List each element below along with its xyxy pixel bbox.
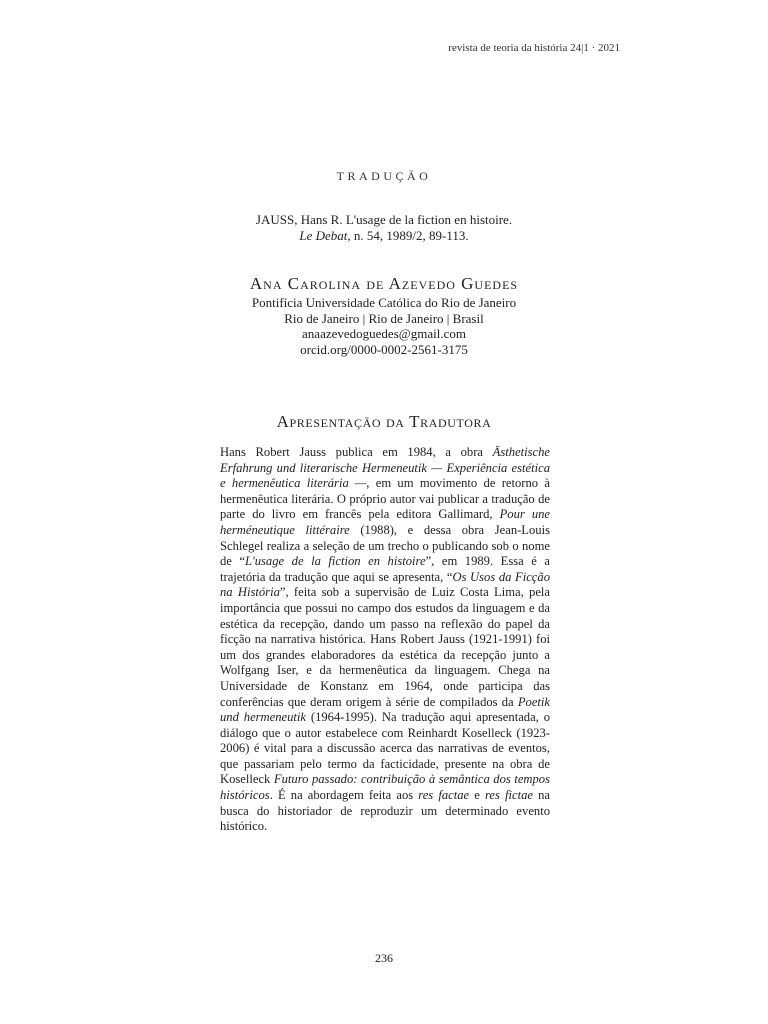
bibliographic-reference: [0, 212, 768, 244]
body-paragraph: [220, 445, 550, 835]
body-text-segment: Hans Robert Jauss publica em 1984, a obra: [220, 445, 493, 459]
presentation-title: Apresentação da Tradutora: [276, 412, 492, 431]
author-block: [0, 274, 768, 357]
body-text-segment: ”, feita sob a supervisão de Luiz Costa Lima, pela importância que possui no campo dos estudos da linguagem e da estética da recepção, dando um passo na reflexão do papel da ficção na narrativa histórica. Hans Robert Jauss (1921-1991) foi um dos grandes elaboradores da estética da recepção junto a Wolfgang Iser, e da hermenêutica da linguagem. Chega na Universidade de Konstanz em 1964, onde participa das conferências que deram origem à série de compilados da: [220, 585, 550, 709]
author-location: Rio de Janeiro | Rio de Janeiro | Brasil: [284, 310, 484, 326]
body-italic-segment: L'usage de la fiction en histoire: [245, 554, 426, 569]
author-orcid[interactable]: orcid.org/0000-0002-2561-3175: [300, 341, 468, 357]
body-italic-segment: Ästhetische Erfahrung und literarische Hermeneutik — Experiência estética e hermenêutica literária —: [220, 445, 550, 491]
body-text-segment: . É na abordagem feita aos: [269, 788, 419, 803]
body-text-segment: (1964-1995). Na tradução aqui apresentada, o diálogo que o autor estabelece com Reinhardt Koselleck (1923-2006) é vital para a discussão acerca das narrativas de eventos, que passariam pelo termo da facticidade, presente na obra de Koselleck: [220, 710, 550, 787]
author-email[interactable]: anaazevedoguedes@gmail.com: [302, 326, 466, 341]
reference-line-2: [0, 228, 768, 244]
body-italic-segment: Pour une herméneutique littéraire: [220, 507, 551, 537]
body-text-segment: , em um movimento de retorno à hermenêutica literária. O próprio autor vai publicar a tradução de parte do livro em francês pela editora Gallimard,: [220, 476, 550, 522]
body-italic-segment: Poetik und hermeneutik: [220, 694, 550, 725]
journal-header: revista de teoria da história 24|1 · 2021: [448, 42, 620, 54]
author-institution: Pontifícia Universidade Católica do Rio de Janeiro: [251, 295, 517, 310]
body-text-segment: e: [469, 788, 485, 803]
reference-journal-title: Le Debat: [299, 228, 348, 243]
reference-line-2-rest: , n. 54, 1989/2, 89-113.: [347, 228, 469, 243]
body-italic-segment: res fictae: [484, 788, 533, 803]
body-text-segment: (1988), e dessa obra Jean-Louis Schlegel realiza a seleção de um trecho o publicando sob o nome de “: [220, 522, 550, 569]
body-text-segment: ”, em 1989. Essa é a trajetória da tradução que aqui se apresenta, “: [220, 554, 551, 584]
body-text-segment: na busca do historiador de reproduzir um determinado evento histórico.: [220, 788, 550, 834]
reference-line-1: JAUSS, Hans R. L'usage de la fiction en histoire.: [255, 212, 513, 227]
section-label: TRADUÇÃO: [336, 169, 432, 183]
body-italic-segment: Os Usos da Ficção na História: [220, 569, 550, 600]
page-number: 236: [375, 951, 393, 965]
body-italic-segment: res factae: [418, 788, 470, 803]
author-name: Ana Carolina de Azevedo Guedes: [249, 274, 519, 293]
body-italic-segment: Futuro passado: contribuição à semântica dos tempos históricos: [220, 772, 551, 803]
